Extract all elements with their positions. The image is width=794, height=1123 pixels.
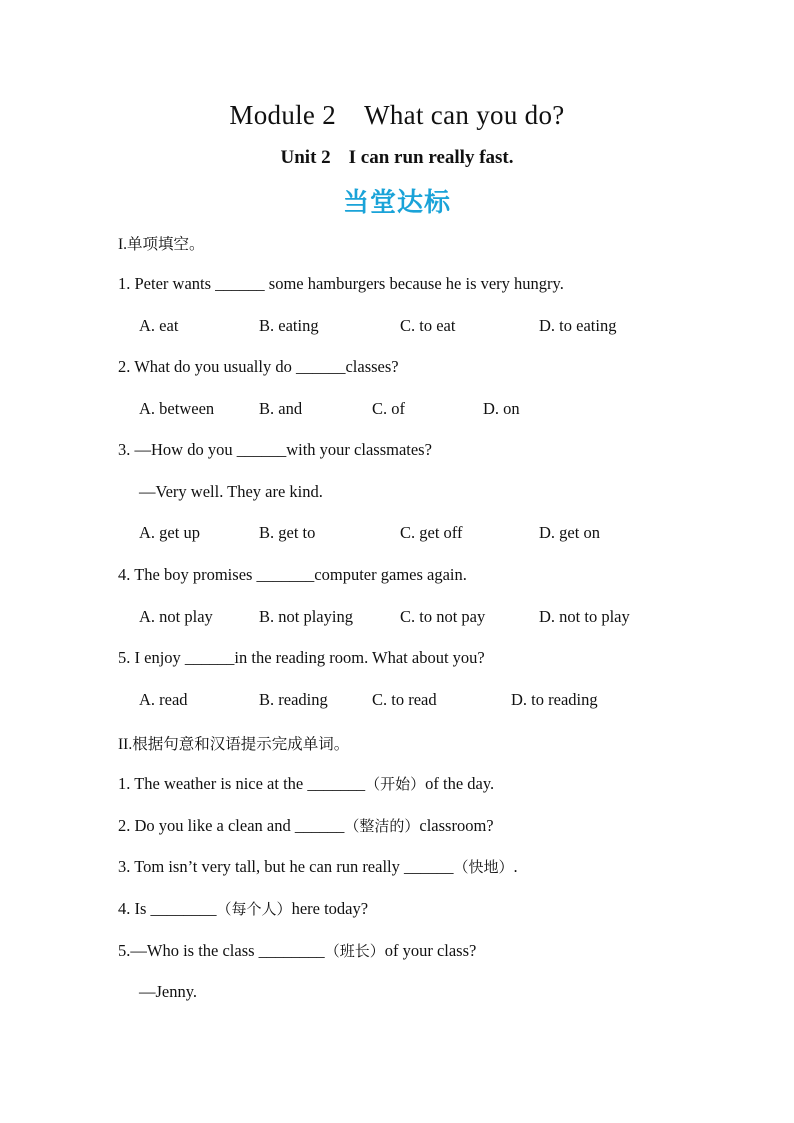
section-2-heading: II.根据句意和汉语提示完成单词。	[118, 736, 350, 753]
word-item-1-tail: of the day.	[425, 774, 495, 793]
word-item-5-text: 5.—Who is the class ________	[118, 941, 325, 960]
question-4-stem: 4. The boy promises _______computer games again.	[118, 565, 467, 584]
q3-reply: —Very well. They are kind.	[139, 482, 323, 501]
q2-option-b: B. and	[259, 399, 303, 418]
q3-option-b: B. get to	[259, 523, 316, 542]
q2-option-a: A. between	[139, 399, 215, 418]
q1-option-d: D. to eating	[539, 316, 617, 335]
question-2-stem: 2. What do you usually do ______classes?	[118, 357, 399, 376]
module-title	[0, 100, 794, 131]
word-item-4-tail: here today?	[291, 899, 369, 918]
word-item-2-tail: classroom?	[419, 816, 494, 835]
q5-option-c: C. to read	[372, 690, 437, 709]
module-number: Module 2	[229, 100, 337, 130]
q2-option-c: C. of	[372, 399, 405, 418]
question-1-stem: 1. Peter wants ______ some hamburgers because he is very hungry.	[118, 274, 564, 293]
word-item-3	[118, 856, 518, 877]
word-item-5-answer: —Jenny.	[139, 982, 198, 1001]
word-item-2-hint: （整洁的）	[344, 817, 420, 835]
word-item-5-hint: （班长）	[324, 942, 385, 960]
word-item-4-hint: （每个人）	[216, 900, 292, 918]
q3-option-a: A. get up	[139, 523, 200, 542]
section-1-heading: I.单项填空。	[118, 236, 205, 253]
word-item-1	[118, 773, 494, 794]
unit-number: Unit 2	[280, 147, 331, 168]
word-item-1-text: 1. The weather is nice at the _______	[118, 774, 366, 793]
question-5-stem: 5. I enjoy ______in the reading room. What about you?	[118, 648, 485, 667]
q2-option-d: D. on	[483, 399, 520, 418]
q4-option-b: B. not playing	[259, 607, 353, 626]
q1-option-b: B. eating	[259, 316, 319, 335]
question-3-stem: 3. —How do you ______with your classmates?	[118, 440, 432, 459]
word-item-3-text: 3. Tom isn’t very tall, but he can run really ______	[118, 857, 454, 876]
q5-option-b: B. reading	[259, 690, 328, 709]
word-item-5	[118, 940, 476, 961]
word-item-2-text: 2. Do you like a clean and ______	[118, 816, 345, 835]
word-item-1-hint: （开始）	[365, 775, 426, 793]
q5-option-d: D. to reading	[511, 690, 598, 709]
word-item-2	[118, 815, 494, 836]
word-item-4	[118, 898, 368, 919]
unit-text: I can run really fast.	[348, 147, 514, 168]
unit-subtitle	[0, 147, 794, 169]
q4-option-d: D. not to play	[539, 607, 630, 626]
word-item-4-text: 4. Is ________	[118, 899, 217, 918]
q4-option-a: A. not play	[139, 607, 213, 626]
word-item-3-tail: .	[513, 857, 518, 876]
q3-option-c: C. get off	[400, 523, 463, 542]
section-banner: 当堂达标	[342, 188, 451, 218]
q1-option-c: C. to eat	[400, 316, 456, 335]
word-item-3-hint: （快地）	[453, 858, 514, 876]
word-item-5-tail: of your class?	[384, 941, 477, 960]
module-question: What can you do?	[364, 100, 565, 130]
q5-option-a: A. read	[139, 690, 188, 709]
q3-option-d: D. get on	[539, 523, 600, 542]
q1-option-a: A. eat	[139, 316, 179, 335]
q4-option-c: C. to not pay	[400, 607, 486, 626]
